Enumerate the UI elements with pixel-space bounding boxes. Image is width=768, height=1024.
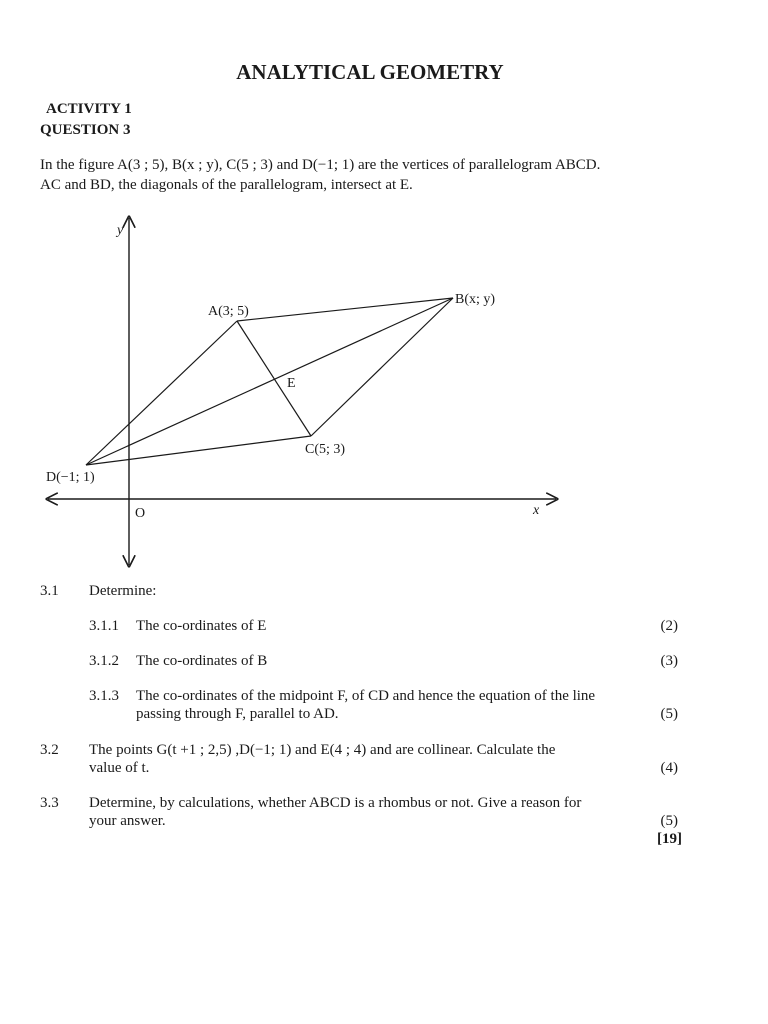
- diagonal-ac: [237, 321, 311, 436]
- y-axis-label: y: [117, 223, 124, 238]
- q3-3-marks: (5): [660, 813, 678, 829]
- question-heading: QUESTION 3: [40, 122, 131, 138]
- x-axis-label: x: [533, 503, 540, 518]
- q3-1-3-number: 3.1.3: [89, 688, 119, 704]
- q3-1-text: Determine:: [89, 583, 157, 599]
- q3-1-2-text: The co-ordinates of B: [136, 653, 268, 669]
- q3-1-2-marks: (3): [660, 653, 678, 669]
- origin-label: O: [135, 506, 146, 521]
- q3-1-3-line-2: passing through F, parallel to AD.: [136, 706, 339, 722]
- q3-1-3-line-1: The co-ordinates of the midpoint F, of CD and hence the equation of the line: [136, 688, 596, 704]
- q3-3-line-1: Determine, by calculations, whether ABCD is a rhombus or not. Give a reason for: [89, 795, 582, 811]
- point-e-label: E: [287, 376, 296, 391]
- side-bc: [311, 298, 453, 436]
- activity-heading: ACTIVITY 1: [46, 101, 132, 117]
- side-cd: [86, 436, 311, 465]
- diagonal-bd: [86, 298, 453, 465]
- intro-line-1: In the figure A(3 ; 5), B(x ; y), C(5 ; 3) and D(−1; 1) are the vertices of parallelogram ABCD.: [40, 157, 601, 173]
- q3-2-line-1: The points G(t +1 ; 2,5) ,D(−1; 1) and E(4 ; 4) and are collinear. Calculate the: [89, 742, 556, 758]
- vertex-b-label: B(x; y): [455, 292, 496, 307]
- q3-2-marks: (4): [660, 760, 678, 776]
- q3-1-2-number: 3.1.2: [89, 653, 119, 669]
- q3-1-1-text: The co-ordinates of E: [136, 618, 267, 634]
- q3-1-3-marks: (5): [660, 706, 678, 722]
- q3-3-line-2: your answer.: [89, 813, 166, 829]
- intro-line-2: AC and BD, the diagonals of the parallelogram, intersect at E.: [40, 177, 413, 193]
- vertex-d-label: D(−1; 1): [46, 470, 95, 485]
- q3-3-number: 3.3: [40, 795, 59, 811]
- q3-1-number: 3.1: [40, 583, 59, 599]
- q3-1-1-number: 3.1.1: [89, 618, 119, 634]
- q3-2-number: 3.2: [40, 742, 59, 758]
- side-ab: [237, 298, 453, 321]
- vertex-c-label: C(5; 3): [305, 442, 346, 457]
- q3-2-line-2: value of t.: [89, 760, 150, 776]
- side-da: [86, 321, 237, 465]
- vertex-a-label: A(3; 5): [208, 304, 249, 319]
- page-title: ANALYTICAL GEOMETRY: [236, 60, 504, 84]
- total-marks: [19]: [657, 831, 682, 847]
- q3-1-1-marks: (2): [660, 618, 678, 634]
